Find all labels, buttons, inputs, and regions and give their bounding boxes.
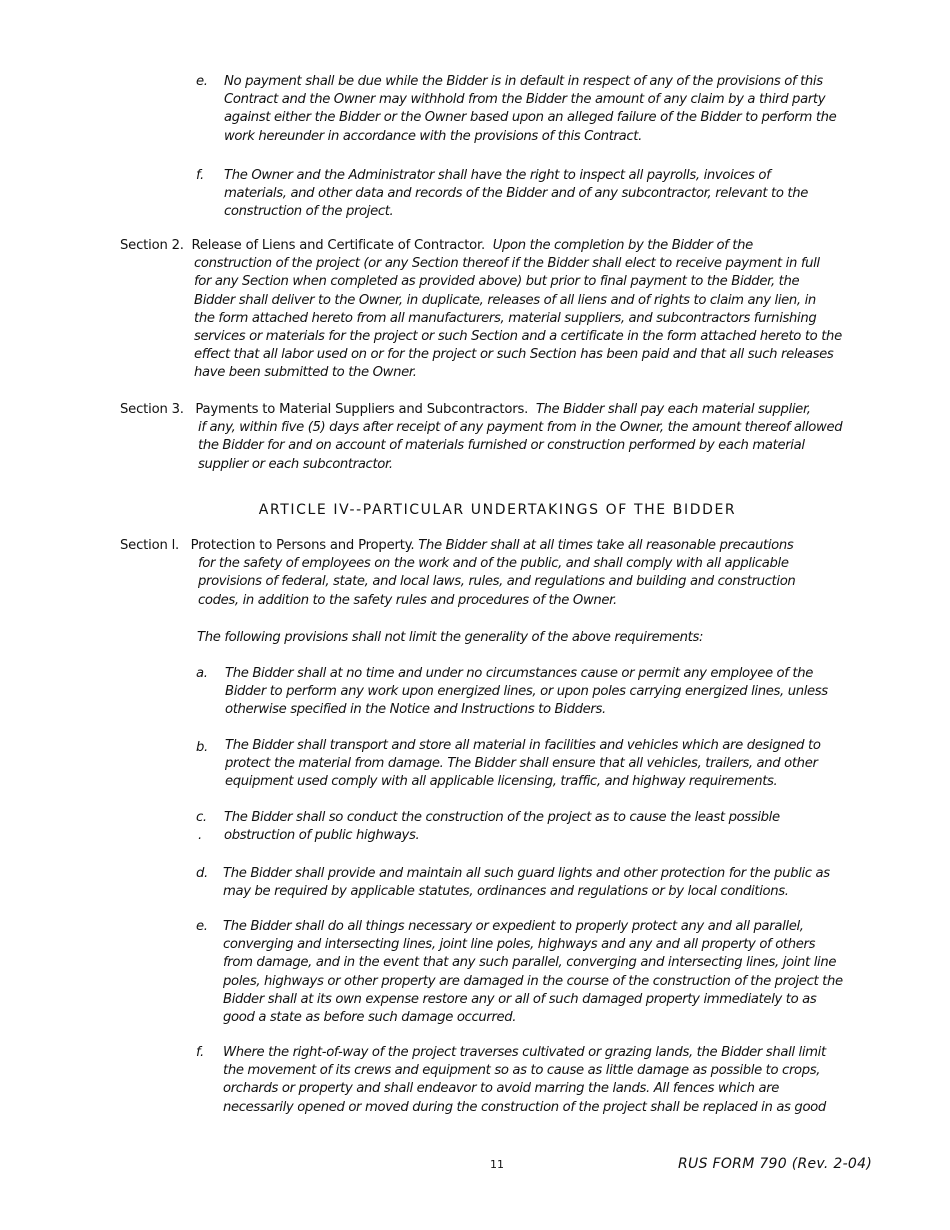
text-line: may be required by applicable statutes, ordinances and regulations or by local conditions.: [223, 884, 789, 900]
page-number: 11: [490, 1158, 504, 1171]
section-title: Protection to Persons and Property.: [190, 538, 415, 553]
text-line: effect that all labor used on or for the project or such Section has been paid and that all such releases: [194, 347, 834, 363]
item-label: f.: [196, 1045, 204, 1060]
text-line: from damage, and in the event that any such parallel, converging and intersecting lines, joint line: [223, 955, 837, 971]
text-line: against either the Bidder or the Owner based upon an alleged failure of the Bidder to perform the: [224, 110, 837, 126]
section-1: [120, 537, 845, 610]
text-line: Bidder to perform any work upon energized lines, or upon poles carrying energized lines, unless: [225, 684, 828, 700]
text-line: work hereunder in accordance with the provisions of this Contract.: [224, 128, 642, 144]
section-title: Payments to Material Suppliers and Subcontractors.: [195, 402, 529, 417]
text-line: protect the material from damage. The Bidder shall ensure that all vehicles, trailers, and other: [225, 756, 818, 772]
text-line: good a state as before such damage occurred.: [223, 1010, 517, 1026]
text-line: have been submitted to the Owner.: [194, 365, 417, 381]
list-item: [196, 918, 846, 1027]
text-line: orchards or property and shall endeavor to avoid marring the lands. All fences which are: [223, 1081, 780, 1097]
item-label: a.: [196, 666, 208, 681]
text-line: necessarily opened or moved during the construction of the project shall be replaced in as good: [223, 1099, 826, 1115]
form-identifier: RUS FORM 790 (Rev. 2-04): [678, 1156, 873, 1172]
text-line: Where the right-of-way of the project traverses cultivated or grazing lands, the Bidder shall limit: [223, 1045, 826, 1060]
item-label: f.: [196, 168, 204, 183]
item-label: c.: [196, 810, 207, 825]
text-line: The Owner and the Administrator shall have the right to inspect all payrolls, invoices of: [224, 168, 771, 183]
text-line: materials, and other data and records of the Bidder and of any subcontractor, relevant to the: [224, 186, 808, 202]
text-line: the Bidder for and on account of materials furnished or construction performed by each material: [198, 438, 805, 454]
list-item: [196, 809, 846, 845]
item-label: d.: [196, 866, 208, 881]
text-line: construction of the project (or any Section thereof if the Bidder shall elect to receive payment in full: [194, 256, 820, 272]
section-2: [120, 237, 845, 383]
text-line: Bidder shall at its own expense restore any or all of such damaged property immediately to as: [223, 991, 817, 1007]
section-text: The Bidder shall pay each material supplier,: [535, 402, 811, 417]
section-label: Section l.: [120, 538, 180, 553]
text-line: the movement of its crews and equipment so as to cause as little damage as possible to crops,: [223, 1063, 821, 1079]
item-label-dot: .: [198, 828, 202, 843]
text-line: converging and intersecting lines, joint line poles, highways and any and all property of others: [223, 937, 816, 953]
list-item: [196, 737, 846, 792]
text-line: No payment shall be due while the Bidder is in default in respect of any of the provisions of this: [224, 74, 823, 89]
text-line: equipment used comply with all applicable licensing, traffic, and highway requirements.: [225, 774, 778, 790]
list-item: [196, 73, 846, 146]
section-title: Release of Liens and Certificate of Contractor.: [191, 238, 486, 253]
section-text: The Bidder shall at all times take all reasonable precautions: [418, 538, 794, 553]
text-line: obstruction of public highways.: [224, 828, 420, 844]
text-line: The Bidder shall at no time and under no circumstances cause or permit any employee of the: [225, 666, 814, 681]
text-line: The Bidder shall so conduct the construction of the project as to cause the least possible: [224, 810, 780, 825]
text-line: otherwise specified in the Notice and Instructions to Bidders.: [225, 702, 606, 718]
intro-paragraph: The following provisions shall not limit the generality of the above requirements:: [197, 630, 704, 645]
text-line: Contract and the Owner may withhold from the Bidder the amount of any claim by a third party: [224, 92, 826, 108]
text-line: the form attached hereto from all manufacturers, material suppliers, and subcontractors furnishing: [194, 310, 817, 326]
text-line: The Bidder shall transport and store all material in facilities and vehicles which are designed to: [225, 738, 821, 753]
text-line: construction of the project.: [224, 204, 394, 220]
section-label: Section 2.: [120, 238, 184, 253]
text-line: codes, in addition to the safety rules and procedures of the Owner.: [198, 592, 617, 608]
item-label: e.: [196, 74, 208, 89]
text-line: services or materials for the project or such Section and a certificate in the form attached hereto to the: [194, 329, 842, 345]
list-item: [196, 865, 846, 901]
text-line: if any, within five (5) days after receipt of any payment from in the Owner, the amount thereof allowed: [198, 420, 843, 436]
list-item: [196, 665, 846, 720]
section-text: Upon the completion by the Bidder of the: [492, 238, 753, 253]
section-label: Section 3.: [120, 402, 184, 417]
item-label: e.: [196, 919, 208, 934]
item-label: b.: [196, 740, 208, 755]
text-line: poles, highways or other property are damaged in the course of the construction of the project the: [223, 973, 843, 989]
text-line: for any Section when completed as provided above) but prior to final payment to the Bidder, the: [194, 274, 800, 290]
text-line: Bidder shall deliver to the Owner, in duplicate, releases of all liens and of rights to claim any lien, in: [194, 292, 816, 308]
text-line: The Bidder shall provide and maintain all such guard lights and other protection for the public as: [223, 866, 830, 881]
list-item: [196, 167, 846, 222]
text-line: supplier or each subcontractor.: [198, 456, 393, 472]
section-3: [120, 401, 845, 474]
article-heading: ARTICLE IV--PARTICULAR UNDERTAKINGS OF THE BIDDER: [258, 502, 737, 518]
text-line: for the safety of employees on the work and of the public, and shall comply with all applicable: [198, 556, 789, 572]
list-item: [196, 1044, 846, 1117]
text-line: The Bidder shall do all things necessary or expedient to properly protect any and all parallel,: [223, 919, 804, 934]
text-line: provisions of federal, state, and local laws, rules, and regulations and building and construction: [198, 574, 796, 590]
